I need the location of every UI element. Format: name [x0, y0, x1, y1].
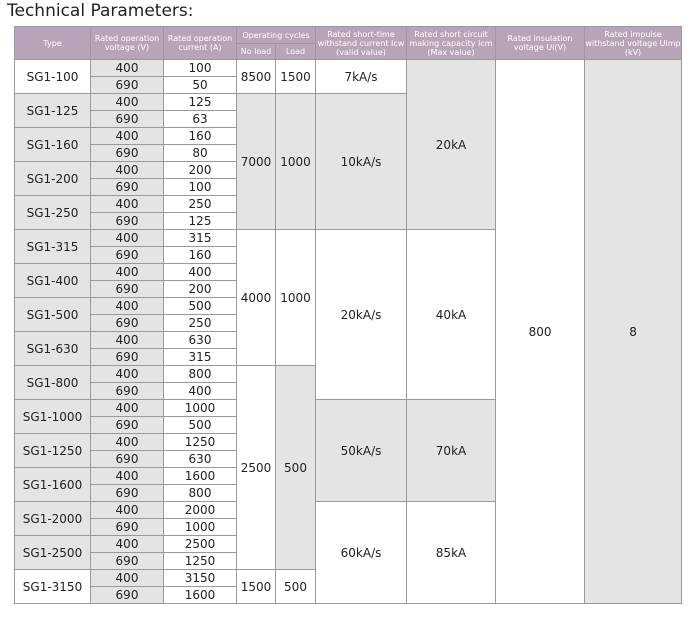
current-cell: 315: [164, 349, 237, 366]
load-cell: 1000: [276, 94, 316, 230]
no-load-cell: 1500: [237, 570, 276, 604]
voltage-cell: 690: [91, 111, 164, 128]
current-cell: 630: [164, 451, 237, 468]
header-voltage: Rated operation voltage (V): [91, 27, 164, 60]
current-cell: 200: [164, 162, 237, 179]
current-cell: 2500: [164, 536, 237, 553]
current-cell: 400: [164, 383, 237, 400]
voltage-cell: 400: [91, 298, 164, 315]
current-cell: 200: [164, 281, 237, 298]
current-cell: 50: [164, 77, 237, 94]
type-cell: SG1-2000: [15, 502, 91, 536]
voltage-cell: 690: [91, 553, 164, 570]
type-cell: SG1-250: [15, 196, 91, 230]
voltage-cell: 690: [91, 417, 164, 434]
voltage-cell: 400: [91, 468, 164, 485]
type-cell: SG1-125: [15, 94, 91, 128]
voltage-cell: 400: [91, 162, 164, 179]
voltage-cell: 400: [91, 400, 164, 417]
current-cell: 1600: [164, 587, 237, 604]
type-cell: SG1-1250: [15, 434, 91, 468]
load-cell: 1500: [276, 60, 316, 94]
ui-cell: 800: [496, 60, 585, 604]
type-cell: SG1-100: [15, 60, 91, 94]
icm-cell: 85kA: [407, 502, 496, 604]
table-row: [15, 60, 682, 77]
current-cell: 1600: [164, 468, 237, 485]
type-cell: SG1-2500: [15, 536, 91, 570]
voltage-cell: 400: [91, 536, 164, 553]
header-operating-cycles: Operating cycles: [237, 27, 316, 44]
page-title: Technical Parameters:: [7, 1, 194, 21]
voltage-cell: 400: [91, 366, 164, 383]
icm-cell: 40kA: [407, 230, 496, 400]
voltage-cell: 400: [91, 94, 164, 111]
voltage-cell: 690: [91, 247, 164, 264]
type-cell: SG1-400: [15, 264, 91, 298]
current-cell: 160: [164, 128, 237, 145]
voltage-cell: 400: [91, 264, 164, 281]
voltage-cell: 690: [91, 485, 164, 502]
icm-cell: 20kA: [407, 60, 496, 230]
current-cell: 250: [164, 196, 237, 213]
header-current: Rated operation current (A): [164, 27, 237, 60]
voltage-cell: 690: [91, 179, 164, 196]
current-cell: 100: [164, 179, 237, 196]
voltage-cell: 690: [91, 587, 164, 604]
current-cell: 80: [164, 145, 237, 162]
current-cell: 125: [164, 94, 237, 111]
no-load-cell: 7000: [237, 94, 276, 230]
voltage-cell: 690: [91, 213, 164, 230]
current-cell: 3150: [164, 570, 237, 587]
voltage-cell: 400: [91, 60, 164, 77]
icw-cell: 50kA/s: [316, 400, 407, 502]
current-cell: 630: [164, 332, 237, 349]
voltage-cell: 400: [91, 502, 164, 519]
type-cell: SG1-800: [15, 366, 91, 400]
uimp-cell: 8: [585, 60, 682, 604]
load-cell: 500: [276, 366, 316, 570]
voltage-cell: 400: [91, 434, 164, 451]
current-cell: 1250: [164, 553, 237, 570]
type-cell: SG1-500: [15, 298, 91, 332]
current-cell: 100: [164, 60, 237, 77]
voltage-cell: 690: [91, 451, 164, 468]
current-cell: 63: [164, 111, 237, 128]
current-cell: 250: [164, 315, 237, 332]
table-header: [15, 27, 682, 60]
voltage-cell: 690: [91, 383, 164, 400]
current-cell: 1000: [164, 519, 237, 536]
voltage-cell: 400: [91, 196, 164, 213]
table-body: [15, 60, 682, 604]
header-icm: Rated short circuit making capacity Icm (Max value): [407, 27, 496, 60]
type-cell: SG1-3150: [15, 570, 91, 604]
voltage-cell: 400: [91, 230, 164, 247]
type-cell: SG1-200: [15, 162, 91, 196]
voltage-cell: 690: [91, 145, 164, 162]
no-load-cell: 2500: [237, 366, 276, 570]
icm-cell: 70kA: [407, 400, 496, 502]
icw-cell: 60kA/s: [316, 502, 407, 604]
voltage-cell: 690: [91, 519, 164, 536]
voltage-cell: 690: [91, 315, 164, 332]
current-cell: 125: [164, 213, 237, 230]
no-load-cell: 4000: [237, 230, 276, 366]
voltage-cell: 690: [91, 281, 164, 298]
type-cell: SG1-1000: [15, 400, 91, 434]
header-type: Type: [15, 27, 91, 60]
current-cell: 800: [164, 366, 237, 383]
header-no-load: No load: [237, 44, 276, 60]
voltage-cell: 690: [91, 77, 164, 94]
technical-parameters-table: [14, 26, 682, 604]
type-cell: SG1-630: [15, 332, 91, 366]
icw-cell: 7kA/s: [316, 60, 407, 94]
current-cell: 500: [164, 298, 237, 315]
current-cell: 1000: [164, 400, 237, 417]
current-cell: 1250: [164, 434, 237, 451]
voltage-cell: 400: [91, 570, 164, 587]
icw-cell: 20kA/s: [316, 230, 407, 400]
header-icw: Rated short-time withstand current Icw (valid value): [316, 27, 407, 60]
current-cell: 2000: [164, 502, 237, 519]
voltage-cell: 400: [91, 332, 164, 349]
type-cell: SG1-315: [15, 230, 91, 264]
voltage-cell: 690: [91, 349, 164, 366]
no-load-cell: 8500: [237, 60, 276, 94]
load-cell: 1000: [276, 230, 316, 366]
icw-cell: 10kA/s: [316, 94, 407, 230]
load-cell: 500: [276, 570, 316, 604]
current-cell: 315: [164, 230, 237, 247]
voltage-cell: 400: [91, 128, 164, 145]
header-uimp: Rated impulse withstand voltage Uimp (kV): [585, 27, 682, 60]
current-cell: 800: [164, 485, 237, 502]
current-cell: 400: [164, 264, 237, 281]
type-cell: SG1-160: [15, 128, 91, 162]
header-load: Load: [276, 44, 316, 60]
current-cell: 500: [164, 417, 237, 434]
current-cell: 160: [164, 247, 237, 264]
header-ui: Rated insulation voltage Ui(V): [496, 27, 585, 60]
type-cell: SG1-1600: [15, 468, 91, 502]
